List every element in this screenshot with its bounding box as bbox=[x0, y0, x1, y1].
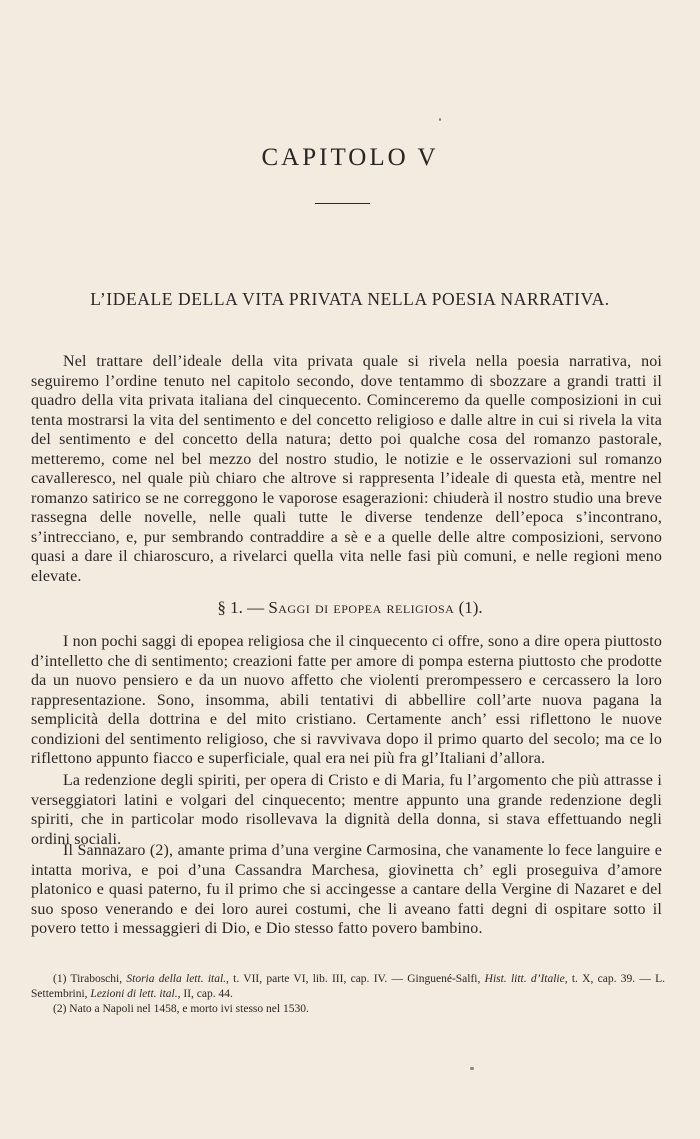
footnote-2: (2) Nato a Napoli nel 1458, e morto ivi stesso nel 1530. bbox=[53, 1003, 309, 1015]
paragraph-sannazaro: Il Sannazaro (2), amante prima d’una vergine Carmosina, che vanamente lo fece languire e intatta moriva, e poi d’una Cassandra Marchesa, giovinetta ch’ egli proseguiva d’amore platonico e quasi paterno, fu il primo che si accingesse a cantare della Vergine di Nazaret e del suo sposo venerando e dei loro aurei costumi, che li aveano fatti degni di ospitare sotto il povero tetto i messaggieri di Dio, e Dio stesso fatto povero bambino. bbox=[31, 842, 662, 937]
paper-speck bbox=[439, 118, 441, 121]
chapter-rule bbox=[315, 203, 370, 204]
chapter-heading: CAPITOLO V bbox=[261, 144, 439, 171]
footnotes bbox=[31, 972, 665, 1017]
footnote-1 bbox=[31, 972, 665, 1002]
footnote-1-e: , t. X, cap. 39. — L. Settembrini, bbox=[31, 973, 666, 1000]
paper-speck bbox=[470, 1067, 474, 1070]
section-note-ref: (1). bbox=[458, 598, 483, 617]
footnote-1-c: , t. VII, parte VI, lib. III, cap. IV. — Ginguené-Salfi, bbox=[226, 973, 485, 985]
footnote-1-b: Storia della lett. ital. bbox=[126, 973, 227, 985]
paragraph-religious-epic: I non pochi saggi di epopea religiosa che il cinquecento ci offre, sono a dire opera piuttosto d’intelletto che di sentimento; creazioni fatte per amore di pompa esterna piuttosto che prodotte da un nuovo pensiero e da un nuovo affetto che violenti prerompessero e cercassero la loro rappresentazione. Sono, insomma, abili tentativi di abbellire coll’arte nuova pagana la semplicità della dottrina e del mito cristiano. Certamente anch’ essi riflettono le nuove condizioni del sentimento religioso, che si ravvivava dopo il primo quarto del secolo; ma ce lo riflettono appunto fiacco e superficiale, qual era nei più fra gl’Italiani d’allora. bbox=[31, 633, 662, 767]
footnote-1-f: Lezioni di lett. ital. bbox=[90, 988, 178, 1000]
footnote-1-a: (1) Tiraboschi, bbox=[53, 973, 127, 985]
footnote-1-g: , II, cap. 44. bbox=[177, 988, 233, 1000]
paragraph-redemption: La redenzione degli spiriti, per opera di Cristo e di Maria, fu l’argomento che più attrasse i verseggiatori latini e volgari del cinquecento; mentre appunto una grande redenzione degli spiriti, che in particolar modo risollevava la dignità della donna, si stava effettuando negli ordini sociali. bbox=[31, 772, 662, 848]
section-mark: § 1. — bbox=[217, 598, 265, 617]
footnote-1-d: Hist. litt. d’Italie bbox=[484, 973, 565, 985]
section-title: Saggi di epopea religiosa bbox=[268, 598, 455, 617]
paragraph-intro: Nel trattare dell’ideale della vita privata quale si rivela nella poesia narrativa, noi seguiremo l’ordine tenuto nel capitolo secondo, dove tentammo di sbozzare a grandi tratti il quadro della vita privata italiana del cinquecento. Cominceremo da quelle composizioni in cui tenta mostrarsi la vita del sentimento e del concetto religioso e dalle altre in cui si rivela la vita del sentimento e del concetto della natura; detto poi qualche cosa del romanzo pastorale, metteremo, come nel bel mezzo del nostro studio, le notizie e le osservazioni sul romanzo cavalleresco, nel quale più chiaro che altrove si rappresenta l’ideale di questa età, mentre nel romanzo satirico se ne correggono le vaporose esagerazioni: chiuderà il nostro studio una breve rassegna delle novelle, nelle quali tutte le diverse tendenze dell’epoca s’incontrano, s’intrecciano, e, pur sembrando contraddire a sè e a quelle delle altre composizioni, servono quasi a dare il chiaroscuro, a rivelarci quella vita nelle fasi più comuni, e nelle regioni meno elevate. bbox=[31, 353, 662, 585]
section-heading bbox=[0, 598, 700, 618]
chapter-title: L’IDEALE DELLA VITA PRIVATA NELLA POESIA NARRATIVA. bbox=[90, 289, 610, 309]
